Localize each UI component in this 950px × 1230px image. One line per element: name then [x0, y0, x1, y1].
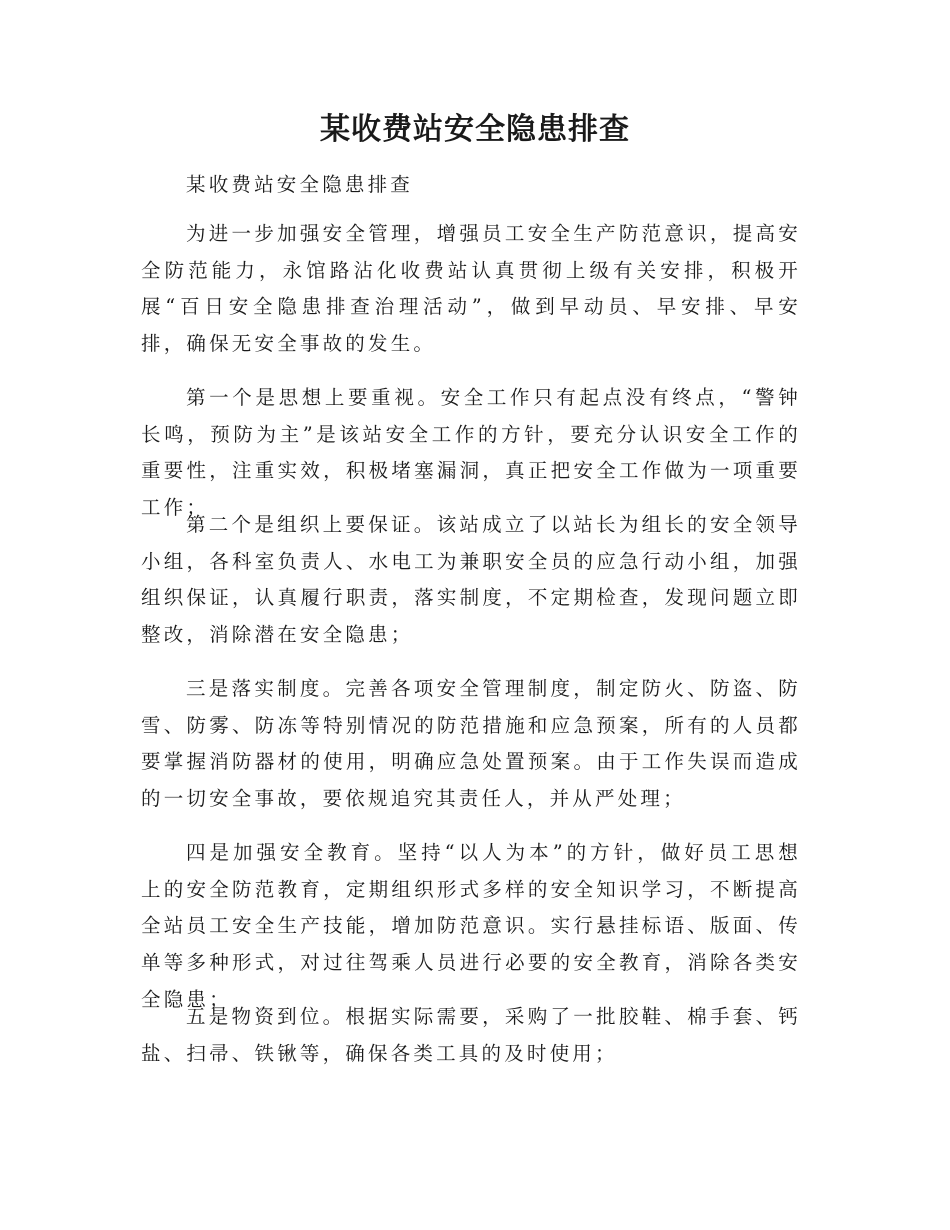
paragraph-intro: 为进一步加强安全管理，增强员工安全生产防范意识，提高安全防范能力，永馆路沾化收费站认真贯彻上级有关安排，积极开展“百日安全隐患排查治理活动”，做到早动员、早安排、早安排，确保无安全事故的发生。	[141, 222, 801, 356]
paragraph-point-5: 五是物资到位。根据实际需要，采购了一批胶鞋、棉手套、钙盐、扫帚、铁锹等，确保各类工具的及时使用；	[141, 1005, 801, 1065]
document-title: 某收费站安全隐患排查	[320, 112, 630, 147]
paragraph-point-1: 第一个是思想上要重视。安全工作只有起点没有终点，“警钟长鸣，预防为主”是该站安全工作的方针，要充分认识安全工作的重要性，注重实效，积极堵塞漏洞，真正把安全工作做为一项重要工作；	[141, 386, 801, 520]
document-subtitle: 某收费站安全隐患排查	[186, 173, 414, 196]
paragraph-point-2: 第二个是组织上要保证。该站成立了以站长为组长的安全领导小组，各科室负责人、水电工为兼职安全员的应急行动小组，加强组织保证，认真履行职责，落实制度，不定期检查，发现问题立即整改，消除潜在安全隐患；	[141, 513, 801, 647]
paragraph-point-4: 四是加强安全教育。坚持“以人为本”的方针，做好员工思想上的安全防范教育，定期组织形式多样的安全知识学习，不断提高全站员工安全生产技能，增加防范意识。实行悬挂标语、版面、传单等多种形式，对过往驾乘人员进行必要的安全教育，消除各类安全隐患；	[141, 841, 801, 1011]
paragraph-point-3: 三是落实制度。完善各项安全管理制度，制定防火、防盗、防雪、防雾、防冻等特别情况的防范措施和应急预案，所有的人员都要掌握消防器材的使用，明确应急处置预案。由于工作失误而造成的一切安全事故，要依规追究其责任人，并从严处理；	[141, 677, 801, 811]
